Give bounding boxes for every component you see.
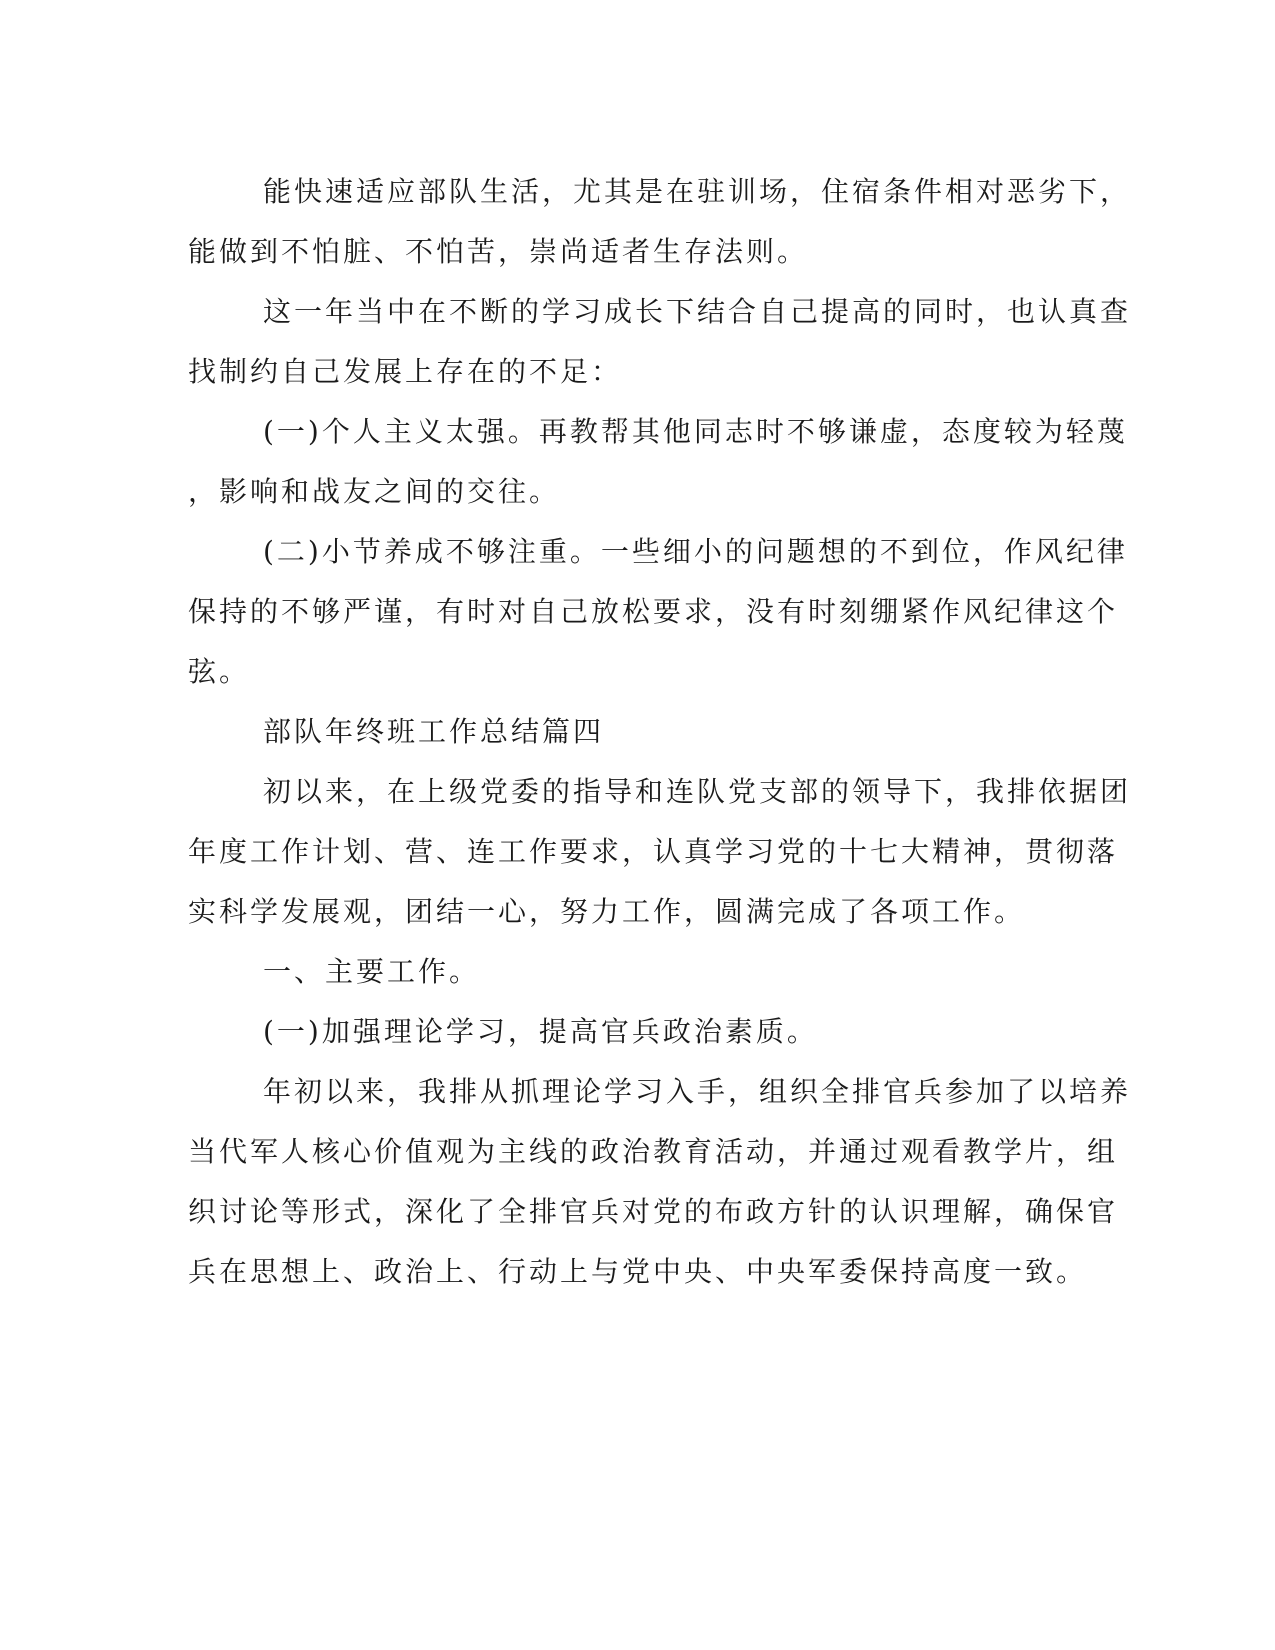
subsection-heading: 一、主要工作。 — [263, 955, 481, 988]
text-line: 年初以来，我排从抓理论学习入手，组织全排官兵参加了以培养 — [263, 1075, 1132, 1108]
text-line: 当代军人核心价值观为主线的政治教育活动，并通过观看教学片，组 — [188, 1135, 1119, 1168]
text-line: 保持的不够严谨，有时对自己放松要求，没有时刻绷紧作风纪律这个 — [188, 595, 1119, 628]
text-line: (一)个人主义太强。再教帮其他同志时不够谦虚，态度较为轻蔑 — [263, 415, 1128, 448]
text-line: 初以来，在上级党委的指导和连队党支部的领导下，我排依据团 — [263, 775, 1132, 808]
text-line: 这一年当中在不断的学习成长下结合自己提高的同时，也认真查 — [263, 295, 1132, 328]
text-line: 实科学发展观，团结一心，努力工作，圆满完成了各项工作。 — [188, 895, 1026, 928]
text-line: (二)小节养成不够注重。一些细小的问题想的不到位，作风纪律 — [263, 535, 1128, 568]
text-line: 能快速适应部队生活，尤其是在驻训场，住宿条件相对恶劣下， — [263, 175, 1132, 208]
document-body — [188, 162, 1132, 1302]
text-line: 兵在思想上、政治上、行动上与党中央、中央军委保持高度一致。 — [188, 1255, 1088, 1288]
text-line: 年度工作计划、营、连工作要求，认真学习党的十七大精神，贯彻落 — [188, 835, 1119, 868]
text-line: 找制约自己发展上存在的不足： — [188, 355, 623, 388]
text-line: 能做到不怕脏、不怕苦，崇尚适者生存法则。 — [188, 235, 809, 268]
section-heading: 部队年终班工作总结篇四 — [263, 715, 605, 748]
text-line: 织讨论等形式，深化了全排官兵对党的布政方针的认识理解，确保官 — [188, 1195, 1119, 1228]
text-line: ，影响和战友之间的交往。 — [188, 475, 561, 508]
text-line: 弦。 — [188, 655, 251, 688]
subsection-heading: (一)加强理论学习，提高官兵政治素质。 — [263, 1015, 818, 1048]
